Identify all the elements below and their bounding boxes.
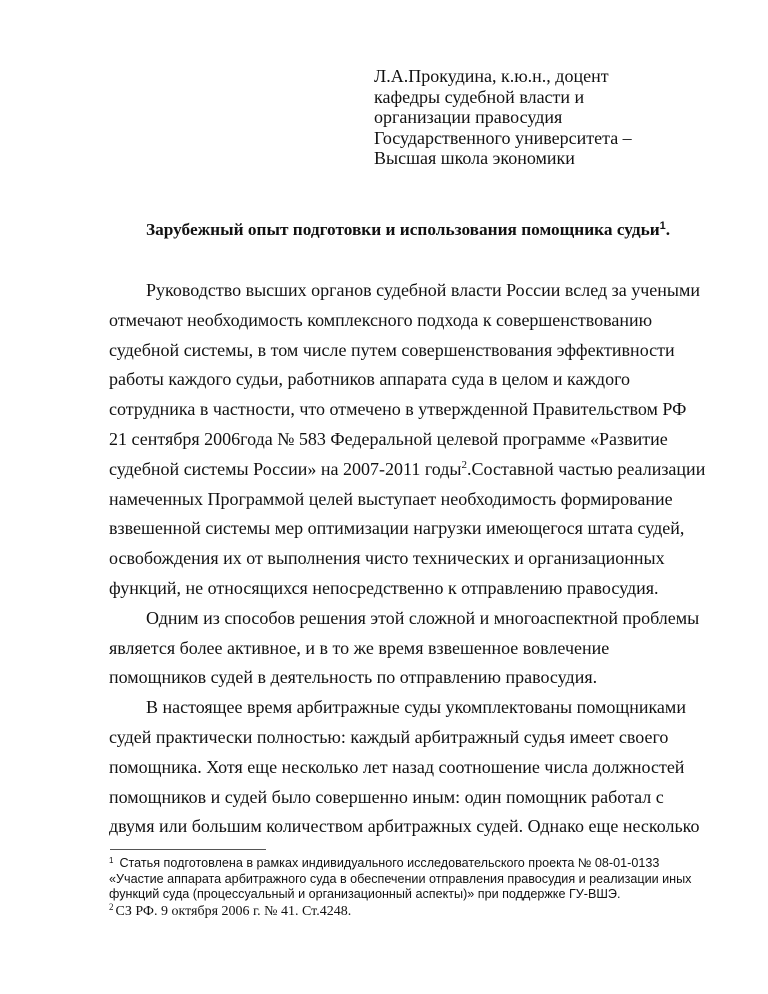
- title-text: Зарубежный опыт подготовки и использования помощника судьи: [146, 220, 660, 239]
- footnote-1-line: «Участие аппарата арбитражного суда в обеспечении отправления правосудия и реализации иных: [109, 871, 692, 886]
- body-line: намеченных Программой целей выступает необходимость формирование: [109, 488, 673, 509]
- footnote-1-marker: 1: [109, 856, 114, 865]
- body-line-with-ref: [109, 455, 711, 485]
- body-line-text: судебной системы России» на 2007-2011 годы: [109, 458, 462, 479]
- body-line: 21 сентября 2006года № 583 Федеральной целевой программе «Развитие: [109, 428, 668, 449]
- body-line: судей практически полностью: каждый арбитражный судья имеет своего: [109, 726, 669, 747]
- body-line: Одним из способов решения этой сложной и многоаспектной проблемы: [146, 607, 700, 628]
- body-line: помощников и судей было совершенно иным: один помощник работал с: [109, 786, 664, 807]
- footnote-2-marker: 2: [109, 901, 114, 912]
- affiliation-line: Государственного университета –: [374, 127, 632, 148]
- body-line: освобождения их от выполнения чисто технических и организационных: [109, 548, 665, 569]
- body-line: сотрудника в частности, что отмечено в утвержденной Правительством РФ: [109, 399, 687, 420]
- body-line: взвешенной системы мер оптимизации нагрузки имеющегося штата судей,: [109, 518, 685, 539]
- body-line: функций, не относящихся непосредственно к отправлению правосудия.: [109, 577, 659, 598]
- author-affiliation: [374, 66, 734, 169]
- footnote-1-line: [109, 856, 749, 872]
- affiliation-line: Высшая школа экономики: [374, 148, 575, 168]
- body-line: помощников судей в деятельность по отправлению правосудия.: [109, 667, 598, 688]
- footnotes: [109, 856, 749, 920]
- body-line: является более активное, и в то же время взвешенное вовлечение: [109, 637, 610, 658]
- footnote-1-text: Статья подготовлена в рамках индивидуального исследовательского проекта № 08-01-0133: [119, 856, 660, 870]
- affiliation-line: Л.А.Прокудина, к.ю.н., доцент: [374, 66, 609, 86]
- body-line: помощника. Хотя еще несколько лет назад соотношение числа должностей: [109, 756, 685, 777]
- footnote-separator: [110, 849, 266, 850]
- body-line: судебной системы, в том числе путем совершенствования эффективности: [109, 339, 675, 360]
- body-line: Руководство высших органов судебной власти России вслед за учеными: [146, 280, 701, 300]
- title-footnote-ref[interactable]: 1: [659, 220, 666, 232]
- body-line: работы каждого судьи, работников аппарата суда в целом и каждого: [109, 369, 630, 390]
- affiliation-line: кафедры судебной власти и: [374, 86, 585, 107]
- article-body: [109, 276, 711, 842]
- article-title: [146, 219, 670, 241]
- footnote-2: [109, 903, 749, 920]
- title-end: .: [665, 220, 671, 239]
- affiliation-line: организации правосудия: [374, 107, 563, 127]
- footnote-ref-2[interactable]: 2: [461, 458, 468, 471]
- body-line: В настоящее время арбитражные суды укомплектованы помощниками: [146, 697, 686, 718]
- body-line: отмечают необходимость комплексного подхода к совершенствованию: [109, 309, 653, 330]
- footnote-1-line: функций суда (процессуальный и организационный аспекты)» при поддержке ГУ-ВШЭ.: [109, 887, 621, 901]
- body-line: двумя или большим количеством арбитражных судей. Однако еще несколько: [109, 816, 700, 837]
- footnote-2-text: СЗ РФ. 9 октября 2006 г. № 41. Ст.4248.: [115, 903, 352, 919]
- body-line-tail: .Составной частью реализации: [467, 458, 706, 479]
